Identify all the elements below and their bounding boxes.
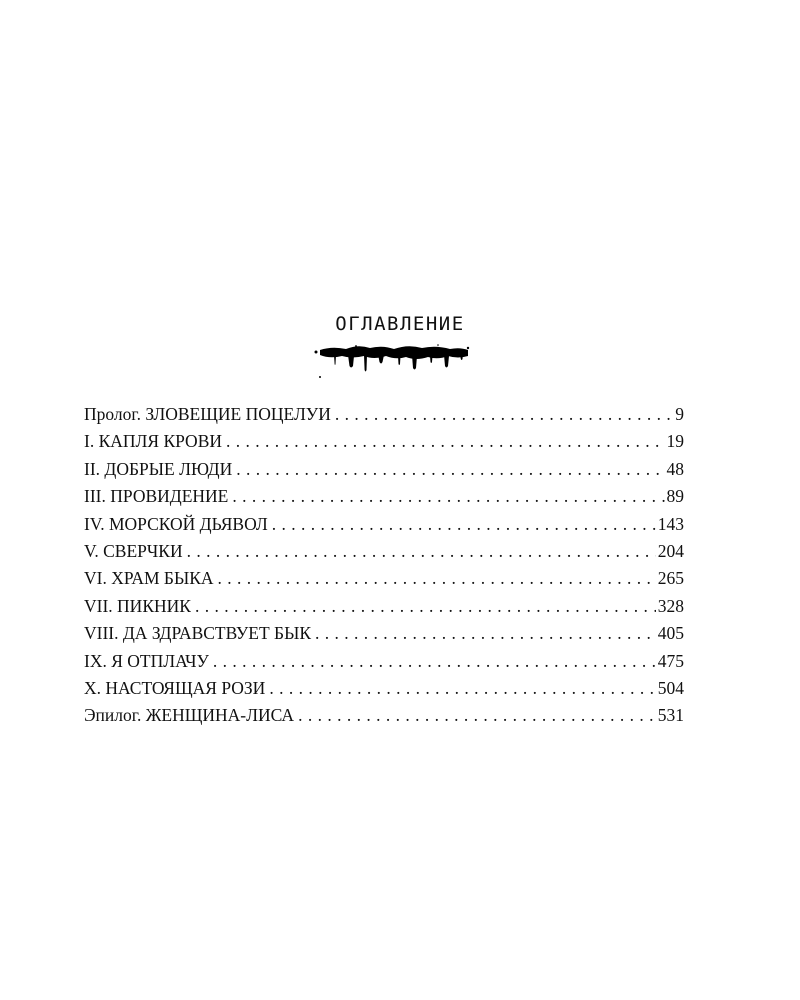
toc-entry-title: VIII. ДА ЗДРАВСТВУЕТ БЫК bbox=[84, 623, 312, 644]
toc-entry-title: Эпилог. ЖЕНЩИНА-ЛИСА bbox=[84, 705, 295, 726]
dot-leader bbox=[315, 621, 656, 645]
table-of-contents bbox=[84, 402, 684, 731]
toc-entry-title: V. СВЕРЧКИ bbox=[84, 540, 183, 561]
dot-leader bbox=[226, 429, 664, 453]
dot-leader bbox=[213, 649, 656, 673]
toc-entry-title: II. ДОБРЫЕ ЛЮДИ bbox=[84, 458, 233, 479]
toc-entry-page-number: 504 bbox=[657, 677, 684, 698]
toc-entry-page-number: 475 bbox=[657, 650, 684, 671]
toc-entry bbox=[84, 594, 684, 621]
toc-entry bbox=[84, 512, 684, 539]
toc-entry bbox=[84, 429, 684, 456]
toc-entry bbox=[84, 539, 684, 566]
toc-entry-page-number: 204 bbox=[657, 540, 684, 561]
toc-entry-page-number: 265 bbox=[657, 568, 684, 589]
toc-entry-title: III. ПРОВИДЕНИЕ bbox=[84, 486, 229, 507]
dot-leader bbox=[218, 566, 656, 590]
toc-entry bbox=[84, 621, 684, 648]
toc-entry-page-number: 328 bbox=[657, 595, 684, 616]
dot-leader bbox=[236, 457, 664, 481]
dot-leader bbox=[195, 594, 656, 618]
dot-leader bbox=[335, 402, 672, 426]
toc-entry-title: X. НАСТОЯЩАЯ РОЗИ bbox=[84, 677, 266, 698]
toc-entry-page-number: 89 bbox=[666, 486, 684, 507]
toc-entry-page-number: 143 bbox=[657, 513, 684, 534]
ink-drip-ornament-icon bbox=[312, 340, 472, 380]
dot-leader bbox=[269, 676, 655, 700]
toc-entry-page-number: 9 bbox=[675, 404, 684, 424]
toc-entry-page-number: 405 bbox=[657, 623, 684, 644]
toc-entry-title: IX. Я ОТПЛАЧУ bbox=[84, 650, 209, 671]
toc-entry-title: IV. МОРСКОЙ ДЬЯВОЛ bbox=[84, 513, 268, 534]
toc-entry bbox=[84, 402, 684, 429]
dot-leader bbox=[232, 484, 664, 508]
toc-entry-title: VII. ПИКНИК bbox=[84, 595, 191, 616]
toc-entry bbox=[84, 457, 684, 484]
toc-entry-title: I. КАПЛЯ КРОВИ bbox=[84, 431, 223, 452]
toc-entry bbox=[84, 649, 684, 676]
toc-entry-title: VI. ХРАМ БЫКА bbox=[84, 568, 214, 589]
toc-entry bbox=[84, 484, 684, 511]
toc-entry-page-number: 19 bbox=[666, 431, 684, 452]
toc-entry-title: Пролог. ЗЛОВЕЩИЕ ПОЦЕЛУИ bbox=[84, 404, 331, 424]
toc-entry-page-number: 48 bbox=[666, 458, 684, 479]
toc-entry bbox=[84, 676, 684, 703]
dot-leader bbox=[272, 512, 656, 536]
toc-entry bbox=[84, 566, 684, 593]
dot-leader bbox=[187, 539, 656, 563]
toc-entry-page-number: 531 bbox=[657, 705, 684, 726]
toc-heading: ОГЛАВЛЕНИЕ bbox=[335, 313, 465, 335]
dot-leader bbox=[298, 703, 656, 727]
toc-entry bbox=[84, 703, 684, 730]
